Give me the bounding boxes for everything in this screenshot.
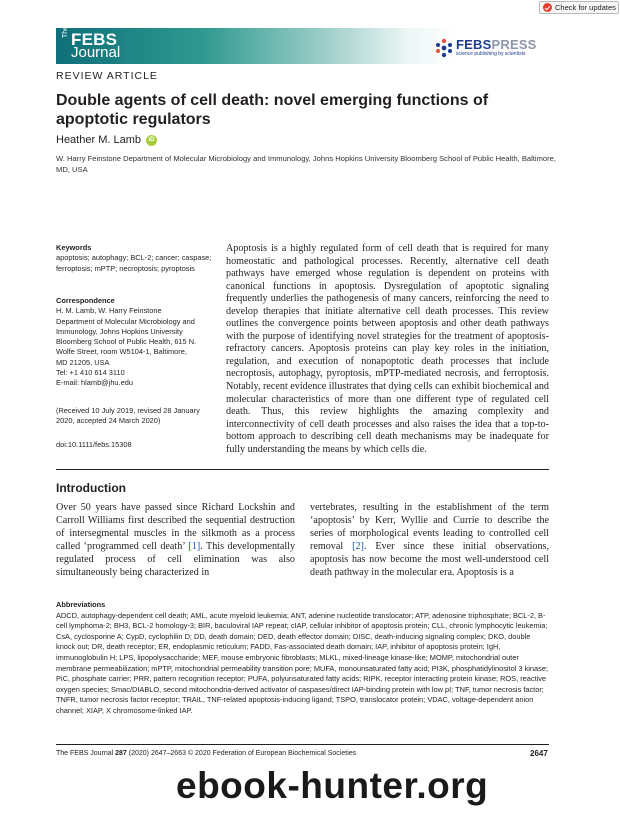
press-name — [456, 37, 537, 52]
author-name: Heather M. Lamb — [56, 134, 141, 146]
intro-text: Over 50 years have passed since Richard Lockshin and Carroll Williams first described the sequential destruction of intersegmental muscles in the silkmoth as a process called ‘programmed cell death’ — [56, 502, 295, 552]
check-for-updates-button[interactable] — [539, 1, 619, 14]
correspondence-line: H. M. Lamb, W. Harry Feinstone — [56, 306, 162, 316]
press-press: PRESS — [491, 37, 537, 52]
citation-link[interactable]: [1] — [188, 540, 201, 552]
intro-column-right — [310, 502, 549, 579]
abstract: Apoptosis is a highly regulated form of cell death that is required for many homeostatic and pathological processes. Recently, alternative cell death pathways have emerged whose regulation is dependent on proteins with canonical functions in apoptosis. Dysregulation of apoptotic signaling frequently underlies the pathogenesis of many cancers, reinforcing the need to develop therapies that initiate alternative cell death processes. This review outlines the convergence points between apoptosis and other death pathways with the purpose of identifying novel strategies for the treatment of apoptosis-refractory cancers. Apoptosis proteins can play key roles in the initiation, regulation, and execution of nonapoptotic death processes that include necroptosis, autophagy, pyroptosis, mPTP-mediated necrosis, and ferroptosis. Notably, recent evidence illustrates that dying cells can exhibit biochemical and molecular characteristics of more than one different type of regulated cell death. Thus, this review highlights the amazing complexity and interconnectivity of cell death processes and also raises the idea that a top-to-bottom approach to describing cell death mechanisms may be inadequate for fully understanding the means by which cells die. — [226, 243, 549, 455]
abbreviations-block — [56, 600, 549, 717]
febs-press-dots-icon — [434, 38, 454, 58]
keywords-block — [56, 243, 218, 274]
press-febs: FEBS — [456, 37, 492, 52]
orcid-icon[interactable]: iD — [146, 135, 157, 146]
correspondence-heading: Correspondence — [56, 296, 115, 305]
doi-link[interactable]: doi:10.1111/febs.15308 — [56, 440, 132, 449]
correspondence-block — [56, 296, 218, 389]
check-updates-label: Check for updates — [555, 3, 616, 12]
correspondence-line: Bloomberg School of Public Health, 615 N. — [56, 337, 197, 347]
footer-citation — [56, 750, 356, 757]
logo-the: The — [62, 25, 69, 38]
abbreviations-text: ADCD, autophagy-dependent cell death; AML, acute myeloid leukemia; ANT, adenine nucleotide translocator; ATP, adenosine triphosphate; BCL-2, B-cell lymphoma-2; BH3, BCL-2 homology-3; BIR, baculoviral IAP repeat; cIAP, cellular inhibitor of apoptosis protein; CLL, chronic lymphocytic leukemia; CsA, cyclosporine A; CypD, cyclophilin D; DD, death domain; DED, death effector domain; DISC, death-inducing signaling complex; DKO, double knock out; DR, death receptor; ER, endoplasmic reticulum; FADD, Fas-associated death domain; IAP, inhibitor of apoptosis protein; IgH, immunoglobulin H; LPS, lipopolysaccharide; MEF, mouse embryonic fibroblasts; MLKL, mixed-lineage kinase-like; MOMP, mitochondrial outer membrane permeabilization; mPTP, mitochondrial permeability transition pore; MUFA, monounsaturated fatty acid; PI3K, phosphatidylinositol 3 kinase; PiC, phosphate carrier; PRR, pattern recognition receptor; PUFA, polyunsaturated fatty acids; RIPK, receptor interacting protein kinase; ROS, reactive oxygen species; Smac/DIABLO, second mitochondria-derived activator of caspases/direct IAP-binding protein with low pI; TNF, tumor necrosis factor; TNFR, tumor necrosis factor receptor; TRAIL, TNF-related apoptosis-inducing ligand; TSPO, translocator protein; VDAC, voltage-dependent anion channel; XIAP, X chromosome-linked IAP. — [56, 610, 548, 715]
intro-text: vertebrates, resulting in the establishment of the term ‘apoptosis’ by Kerr, Wyllie and Currie to describe the series of morphological events leading to controlled cell removal — [310, 502, 549, 552]
affiliation: W. Harry Feinstone Department of Molecular Microbiology and Immunology, Johns Hopkins University Bloomberg School of Public Health, Baltimore, MD, USA — [56, 154, 556, 174]
keywords-text: apoptosis; autophagy; BCL-2; cancer; caspase; ferroptosis; mPTP; necroptosis; pyroptosis — [56, 253, 212, 273]
citation-link[interactable]: [2] — [352, 540, 364, 552]
watermark: ebook-hunter.org — [176, 765, 489, 806]
press-tagline: science publishing by scientists — [456, 51, 526, 57]
intro-column-left — [56, 502, 295, 579]
author-line — [56, 134, 157, 146]
introduction-heading: Introduction — [56, 481, 126, 495]
correspondence-line: Immunology, Johns Hopkins University — [56, 326, 183, 336]
febs-press-logo — [434, 37, 544, 61]
keywords-heading: Keywords — [56, 243, 92, 252]
logo-febs: FEBS — [71, 30, 118, 49]
footer-volume: 287 — [115, 750, 127, 757]
received-dates: (Received 10 July 2019, revised 28 January 2020, accepted 24 March 2020) — [56, 406, 200, 426]
correspondence-line: MD 21205, USA — [56, 357, 110, 367]
intro-text: . Ever since these initial observations, apoptosis has now become the most well-understood cell death pathway in the molecular era. Apoptosis is a — [310, 540, 549, 578]
correspondence-line: Department of Molecular Microbiology and — [56, 316, 195, 326]
correspondence-line: Tel: +1 410 614 3110 — [56, 368, 125, 378]
section-divider — [56, 469, 549, 470]
article-title: Double agents of cell death: novel emerging functions of apoptotic regulators — [56, 92, 489, 128]
intro-text: . This developmentally regulated process of cell elimination was also simultaneously being characterized in — [56, 540, 296, 578]
logo-journal: Journal — [71, 44, 121, 61]
abbreviations-heading: Abbreviations — [56, 600, 106, 609]
footer-rest: (2020) 2647–2663 © 2020 Federation of European Biochemical Societies — [126, 750, 357, 757]
footer-divider — [56, 744, 549, 745]
footer-journal: The FEBS Journal — [56, 750, 116, 757]
correspondence-email[interactable]: E-mail: hlamb@jhu.edu — [56, 378, 133, 388]
correspondence-line: Wolfe Street, room W5104-1, Baltimore, — [56, 347, 187, 357]
check-updates-icon — [543, 3, 552, 12]
article-type: REVIEW ARTICLE — [56, 70, 158, 82]
page-number: 2647 — [530, 749, 548, 758]
